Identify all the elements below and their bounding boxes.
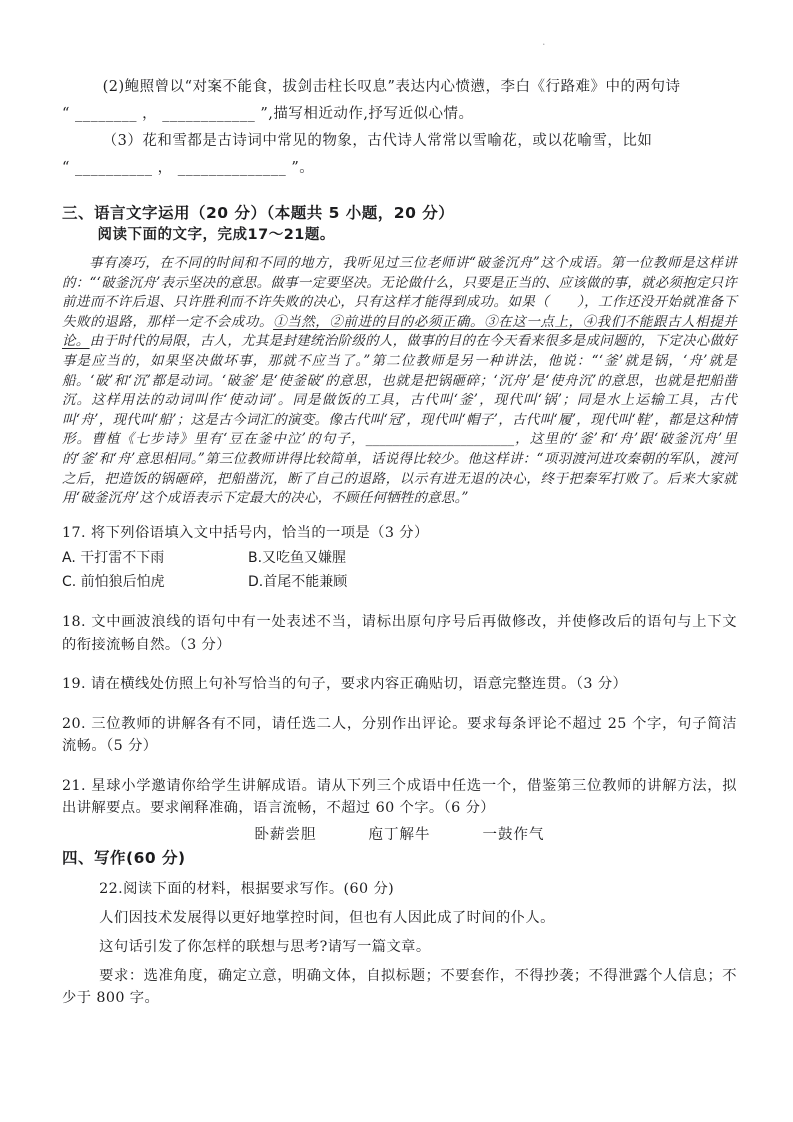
fillin-q2-line2: “ ________ ， ____________ ”,描写相近动作,抒写近似心情。 [62,106,474,122]
fillin-q3-line1: （3）花和雪都是古诗词中常见的物象，古代诗人常常以雪喻花，或以花喻雪，比如 [102,133,653,149]
option-b: B.又吃鱼又嫌腥 [248,550,347,567]
idiom-list [62,824,737,846]
passage-segment-before: 事有凑巧，在不同的时间和不同的地方，我听见过三位老师讲“破釜沉舟”这个成语。第一位教师是这样讲的：“‘破釜沉舟’表示坚决的意思。做事一定要坚决。无论做什么，只要是正当的、应该做的事，就必须抱定只许前进而不许后退、只许胜利而不许失败的决心，只有这样才能得到成功。如果（ ），工作还没开始就准备下失败的退路，那样一定不会成功。 [62,255,737,330]
question-17-options [62,547,482,594]
writing-requirements: 要求：选准角度，确定立意，明确文体，自拟标题；不要套作，不得抄袭；不得泄露个人信息；不少于 800 字。 [62,967,737,1006]
option-a: A. 干打雷不下雨 [62,550,165,567]
option-c: C. 前怕狼后怕虎 [62,573,165,590]
stray-scan-mark: · [542,38,546,51]
fillin-q3-line2: “ __________ ， ______________ ”。 [62,160,315,176]
fill-blank-line: ______________________ [365,431,515,448]
passage-segment-after: ，这里的‘釜’和‘舟’跟‘破釜沉舟’里的‘釜’和‘舟’意思相同。”第三位教师讲得比较简单，话说得比较少。他这样讲：“项羽渡河进攻秦朝的军队，渡河之后，把造饭的锅砸碎，把船凿沉，断了自己的退路，以示有进无退的决心，终于把秦军打败了。后来大家就用‘破釜沉舟’这个成语表示下定最大的决心，不顾任何牺牲的意思。” [62,431,737,507]
wavy-underline-segment: ①当然，②前进的目的必须正确。③在这一点上，④我们不能跟古人相提并论。 [62,313,738,350]
section4-title: 四、写作(60 分) [62,848,186,867]
writing-material: 人们因技术发展得以更好地掌控时间，但也有人因此成了时间的仆人。 [99,909,555,926]
reading-passage [62,254,737,509]
question-21: 21. 星球小学邀请你给学生讲解成语。请从下列三个成语中任选一个，借鉴第三位教师的讲解方法，拟出讲解要点。要求阐释准确，语言流畅，不超过 60 个字。（6 分） [62,777,737,817]
question-17: 17. 将下列俗语填入文中括号内，恰当的一项是（3 分） [62,524,429,541]
section3-title: 三、语言文字运用（20 分）（本题共 5 小题，20 分） [62,204,455,222]
idiom-woxinchangdan: 卧薪尝胆 [254,826,317,843]
passage-segment-middle: 由于时代的局限，古人，尤其是封建统治阶级的人，做事的目的在今天看来很多是成问题的，下定决心做好事是应当的，如果坚决做坏事，那就不应当了。”第二位教师是另一种讲法，他说：“‘釜’就是锅，‘舟’就是船。‘破’和‘沉’都是动词。‘破釜’是‘使釜破’的意思，也就是把锅砸碎；‘沉舟’是‘使舟沉’的意思，也就是把船凿沉。这样用法的动词叫作‘使动词’。同是做饭的工具，古代叫‘釜’，现代叫‘锅’；同是水上运输工具，古代叫‘舟’，现代叫‘船’；这是古今词汇的演变。像古代叫‘冠’，现代叫‘帽子’，古代叫‘履’，现代叫‘鞋’，都是这种情形。曹植《七步诗》里有‘豆在釜中泣’的句子， [62,333,737,448]
question-20: 20. 三位教师的讲解各有不同，请任选二人，分别作出评论。要求每条评论不超过 25 个字，句子简洁流畅。（5 分） [62,715,737,755]
idiom-paodingjieniu: 庖丁解牛 [368,826,431,843]
question-18: 18. 文中画波浪线的语句中有一处表述不当，请标出原句序号后再做修改，并使修改后的语句与上下文的衔接流畅自然。（3 分） [62,614,737,653]
fillin-q2-line1: (2)鲍照曾以“对案不能食，拔剑击柱长叹息”表达内心愤懑，李白《行路难》中的两句诗 [102,79,681,95]
reading-instruction: 阅读下面的文字，完成17～21题。 [97,227,335,243]
idiom-yiguzuoqi: 一鼓作气 [482,826,545,843]
question-19: 19. 请在横线处仿照上句补写恰当的句子，要求内容正确贴切，语意完整连贯。（3 分） [62,676,628,693]
question-22: 22.阅读下面的材料，根据要求写作。(60 分) [99,880,395,897]
writing-prompt: 这句话引发了你怎样的联想与思考?请写一篇文章。 [99,938,431,955]
option-d: D.首尾不能兼顾 [248,573,348,590]
